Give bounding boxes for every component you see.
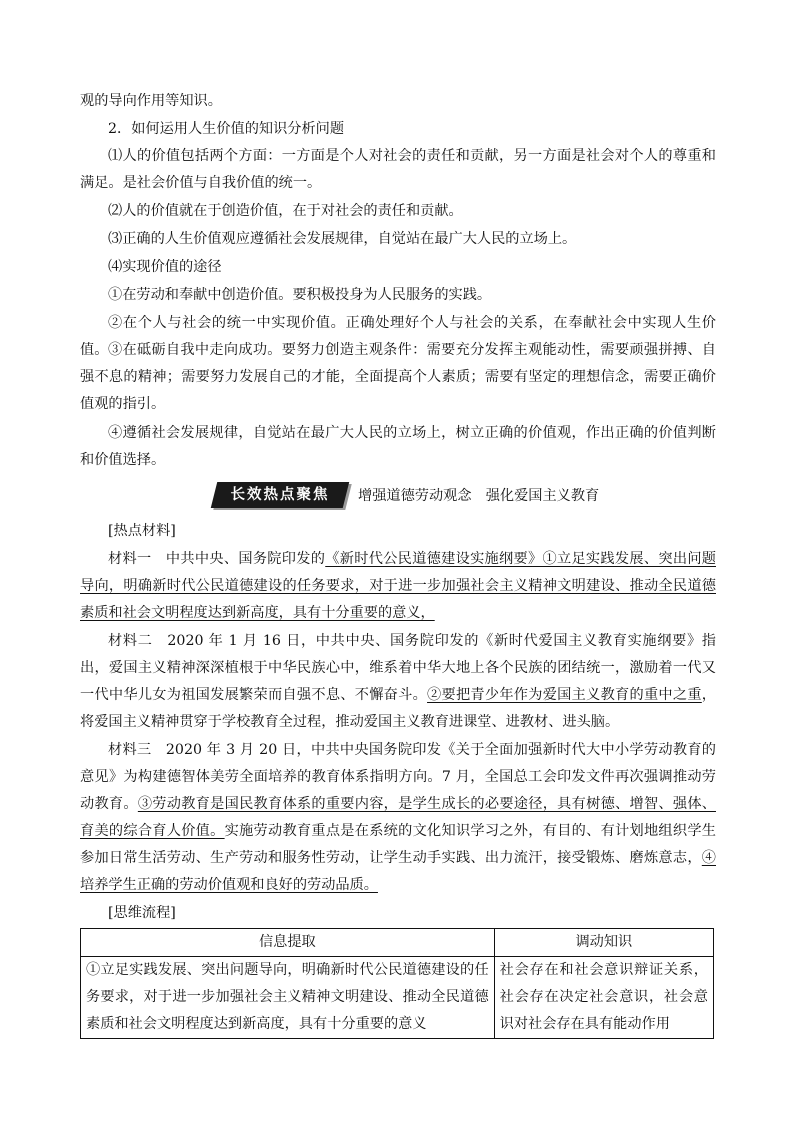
material-one: [80, 546, 716, 627]
material-one-underlined: 《新时代公民道德建设实施纲要》①立足实践发展、突出问题导向，明确新时代公民道德建设的任务要求，对于进一步加强社会主义精神文明建设、推动全民道德素质和社会文明程度达到新高度，具有十分重要的意义，: [80, 551, 716, 621]
material-two-text-end: ，将爱国主义精神贯穿于学校教育全过程，推动爱国主义教育进课堂、进教材、进头脑。: [80, 687, 716, 730]
paragraph: ②在个人与社会的统一中实现价值。正确处理好个人与社会的关系，在奉献社会中实现人生价值。: [80, 315, 716, 358]
banner-badge-label: 长效热点聚焦: [230, 487, 330, 503]
paragraph: 观的导向作用等知识。: [80, 93, 222, 109]
material-three-underlined: ③劳动教育是国民教育体系的重要内容，是学生成长的必要途径，具有树德、增智、强体、育美的综合育人价值。: [80, 796, 716, 839]
flow-heading: [思维流程]: [108, 905, 176, 921]
banner-title: 增强道德劳动观念 强化爱国主义教育: [358, 488, 600, 504]
section-heading: 2．如何运用人生价值的知识分析问题: [108, 121, 345, 137]
material-three-text-mid: 实施劳动教育重点是在系统的文化知识学习之外，有目的、有计划地组织学生参加日常生活劳动、生产劳动和服务性劳动，让学生动手实践、出力流汗，接受锻炼、磨炼意志，: [80, 823, 716, 866]
material-three: [80, 737, 716, 899]
column-header-info: 信息提取: [81, 929, 495, 957]
material-three-text: 材料三 2020 年 3 月 20 日，中共中央国务院印发《关于全面加强新时代大中小学劳动教育的意见》为构建德智体美劳全面培养的教育体系指明方向。7 月，全国总工会印发文件再次强调推动劳动教育。: [80, 742, 716, 812]
thinking-flow-table: [80, 928, 714, 1039]
material-two-text: 材料二 2020 年 1 月 16 日，中共中央、国务院印发的《新时代爱国主义教育实施纲要》指出，爱国主义精神深深植根于中华民族心中，维系着中华大地上各个民族的团结统一，激励着一代又一代中华儿女为祖国发展繁荣而自强不息、不懈奋斗。: [80, 633, 716, 703]
paragraph: ⑵人的价值就在于创造价值，在于对社会的责任和贡献。: [108, 203, 463, 219]
table-cell-info: ①立足实践发展、突出问题导向，明确新时代公民道德建设的任务要求，对于进一步加强社会主义精神文明建设、推动全民道德素质和社会文明程度达到新高度，具有十分重要的意义: [81, 957, 495, 1039]
paragraph: ⑴人的价值包括两个方面：一方面是个人对社会的责任和贡献，另一方面是社会对个人的尊重和满足。是社会价值与自我价值的统一。: [80, 148, 716, 191]
paragraph: ④遵循社会发展规律，自觉站在最广大人民的立场上，树立正确的价值观，作出正确的价值判断和价值选择。: [80, 425, 716, 468]
material-two-underlined: ②要把青少年作为爱国主义教育的重中之重: [427, 687, 702, 703]
material-three-underlined-end: ④培养学生正确的劳动价值观和良好的劳动品质。: [80, 850, 716, 893]
paragraph: ⑶正确的人生价值观应遵循社会发展规律，自觉站在最广大人民的立场上。: [108, 231, 577, 247]
table-cell-knowledge: 社会存在和社会意识辩证关系，社会存在决定社会意识，社会意识对社会存在具有能动作用: [494, 957, 713, 1039]
material-one-text: 材料一 中共中央、国务院印发的: [108, 551, 326, 567]
hot-topic-banner: [208, 480, 599, 510]
material-two: [80, 628, 716, 736]
table-header-row: [81, 929, 714, 957]
paragraph: ⑷实现价值的途径: [108, 259, 222, 275]
paragraph: ③在砥砺自我中走向成功。要努力创造主观条件：需要充分发挥主观能动性，需要顽强拼搏、自强不息的精神；需要努力发展自己的才能，全面提高个人素质；需要有坚定的理想信念，需要正确价值观的指引。: [80, 342, 716, 412]
paragraph: ①在劳动和奉献中创造价值。要积极投身为人民服务的实践。: [108, 287, 492, 303]
banner-badge: [211, 482, 349, 508]
materials-heading: [热点材料]: [108, 523, 176, 539]
table-row: [81, 957, 714, 1039]
column-header-knowledge: 调动知识: [494, 929, 713, 957]
